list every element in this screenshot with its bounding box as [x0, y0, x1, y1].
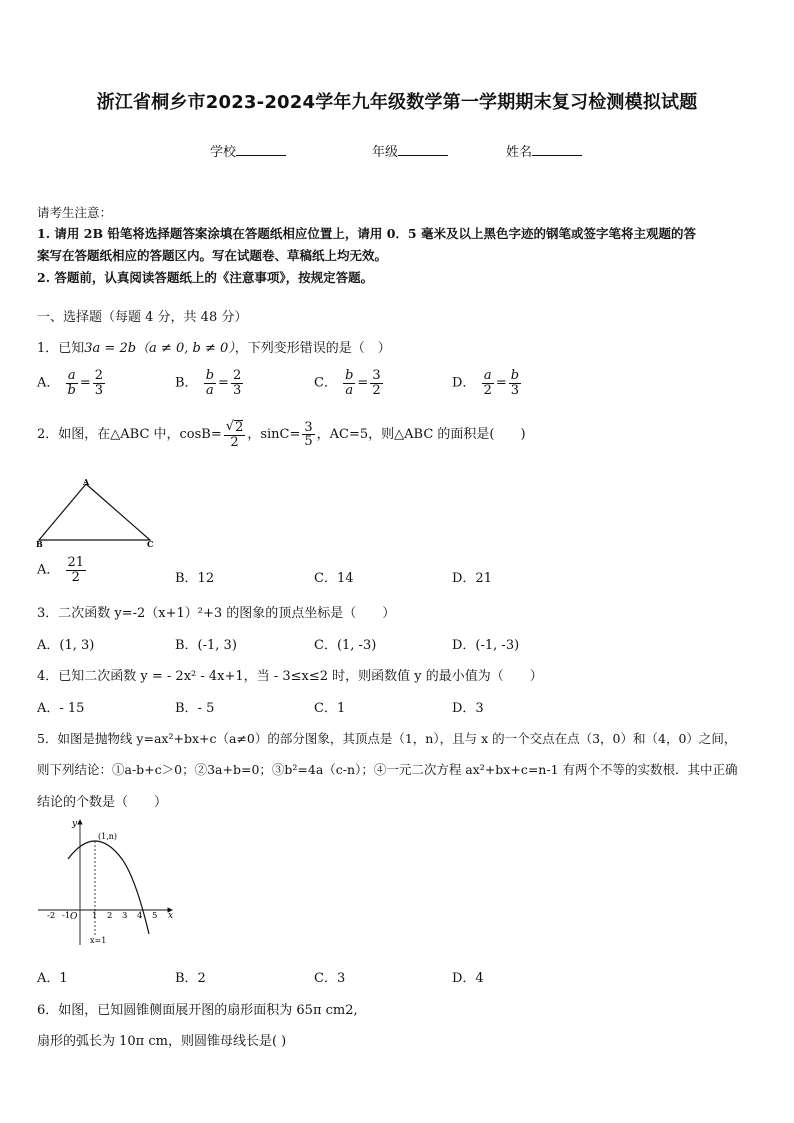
q1-c-lhs-den: a	[345, 382, 354, 398]
q1-c-rhs-den: 2	[372, 382, 381, 398]
grade-field	[372, 141, 448, 160]
q1-d-lhs-num: a	[483, 368, 492, 383]
q2-triangle-figure	[33, 476, 163, 550]
q1-b-lhs-num: b	[205, 368, 215, 383]
q1-a-label: A．	[37, 375, 60, 391]
question-1-stem	[37, 337, 391, 356]
q2-option-a	[37, 556, 88, 584]
q5-option-b: B．2	[175, 971, 206, 986]
q1-b-rhs-num: 2	[232, 368, 242, 383]
question-2-stem: 2．如图，在△ABC 中，cosB= √ 2 2 ，sinC= $\frac{3}{5}$ ，AC=5，则△ABC 的面积是( )	[37, 419, 526, 450]
notice-line-1b: 案写在答题纸相应的答题区内。写在试题卷、草稿纸上均无效。	[37, 248, 388, 263]
q1-c-rhs-num: 3	[372, 368, 381, 383]
q2-a-den: 2	[71, 569, 80, 585]
q2-option-d: D．21	[452, 571, 492, 586]
q2-a-num: 21	[67, 555, 85, 570]
q2-a-label: A．	[37, 562, 60, 578]
q1-option-c: C． $\frac{b}{a}$ = $\frac{3}{2}$	[314, 368, 381, 398]
notice-title: 请考生注意：	[37, 205, 113, 220]
q5-option-d: D．4	[452, 971, 484, 986]
q5-parabola-figure	[32, 815, 182, 950]
q1-d-label: D．	[452, 375, 476, 391]
q1-b-rhs-den: 3	[232, 382, 242, 398]
q5-axis-label: x=1	[90, 936, 107, 945]
q5-x-label: x	[168, 911, 174, 921]
q5-tick-2: -1	[62, 911, 71, 921]
q2-vertex-c: C	[147, 539, 154, 549]
q2-mid: ，sinC=	[247, 427, 301, 443]
q5-tick-5: 3	[122, 911, 128, 921]
q2-vertex-a: A	[83, 477, 90, 487]
q2-vertex-b: B	[36, 539, 43, 549]
q2-sin-den: 5	[304, 434, 313, 450]
q5-tick-4: 2	[107, 911, 113, 921]
q1-b-label: B．	[175, 375, 198, 391]
q3-option-a: A．(1, 3)	[37, 638, 95, 653]
question-5-line-2: 则下列结论：①a-b+c＞0；②3a+b=0；③b²=4a（c-n）；④一元二次方程 ax²+bx+c=n-1 有两个不等的实数根．其中正确	[37, 762, 738, 777]
q3-option-c: C．(1, -3)	[314, 638, 377, 653]
q3-option-d: D．(-1, -3)	[452, 638, 520, 653]
school-label: 学校	[210, 145, 237, 160]
question-5-line-1: 5．如图是抛物线 y=ax²+bx+c（a≠0）的部分图象，其顶点是（1，n），且与 x 的一个交点在点（3，0）和（4，0）之间，	[37, 731, 737, 746]
school-blank	[236, 144, 286, 156]
q4-option-a: A．- 15	[37, 701, 85, 716]
q1-d-rhs-num: b	[510, 368, 520, 383]
name-field	[506, 141, 582, 160]
q2-suffix: ，AC=5，则△ABC 的面积是( )	[316, 427, 526, 443]
q2-cos-den: 2	[230, 434, 239, 450]
section-heading: 一、选择题（每题 4 分，共 48 分）	[37, 310, 248, 325]
grade-label: 年级	[372, 145, 399, 160]
q5-origin-label: O	[70, 912, 78, 922]
q5-tick-6: 4	[137, 911, 143, 921]
q2-cos-num: 2	[235, 420, 244, 435]
question-6-line-1: 6．如图，已知圆锥侧面展开图的扇形面积为 65π cm2,	[37, 1003, 358, 1018]
q1-a-rhs-num: 2	[94, 368, 104, 383]
notice-line-1a: 1. 请用 2B 铅笔将选择题答案涂填在答题纸相应位置上，请用 0．5 毫米及以上黑色字迹的钢笔或签字笔将主观题的答	[37, 226, 696, 241]
q1-option-d: D． $\frac{a}{2}$ = $\frac{b}{3}$	[452, 368, 520, 398]
q1-prefix: 1．已知	[37, 341, 85, 356]
name-label: 姓名	[506, 145, 533, 160]
question-4-stem: 4．已知二次函数 y = - 2x² - 4x+1，当 - 3≤x≤2 时，则函数值 y 的最小值为（ ）	[37, 669, 543, 684]
q1-suffix: ，下列变形错误的是（ ）	[234, 341, 391, 356]
q1-c-label: C．	[314, 375, 337, 391]
q1-c-lhs-num: b	[345, 368, 354, 383]
q2-option-c: C．14	[314, 571, 354, 586]
q3-option-b: B．(-1, 3)	[175, 638, 237, 653]
question-3-stem: 3．二次函数 y=-2（x+1）²+3 的图象的顶点坐标是（ ）	[37, 606, 396, 621]
school-field	[210, 141, 286, 160]
q2-triangle	[39, 484, 150, 540]
q2-prefix: 2．如图，在△ABC 中，cosB=	[37, 427, 222, 443]
page-title: 浙江省桐乡市2023-2024学年九年级数学第一学期期末复习检测模拟试题	[96, 92, 698, 113]
q4-option-c: C．1	[314, 701, 346, 716]
q5-tick-1: -2	[47, 911, 56, 921]
name-blank	[532, 144, 582, 156]
q5-option-c: C．3	[314, 971, 346, 986]
q1-option-a: A． $\frac{a}{b}$ = $\frac{2}{3}$	[37, 368, 104, 398]
q5-vertex-label: (1,n)	[98, 832, 118, 841]
q1-a-lhs-den: b	[67, 382, 76, 398]
grade-blank	[398, 144, 448, 156]
notice-line-2: 2. 答题前，认真阅读答题纸上的《注意事项》，按规定答题。	[37, 270, 374, 285]
q5-option-a: A．1	[37, 971, 68, 986]
q1-d-rhs-den: 3	[510, 382, 520, 398]
q4-option-d: D．3	[452, 701, 484, 716]
q4-option-b: B．- 5	[175, 701, 215, 716]
q5-tick-3: 1	[92, 911, 98, 921]
q1-d-lhs-den: 2	[483, 382, 492, 398]
q5-y-label: y	[72, 819, 78, 829]
q1-condition: 3a = 2b（a ≠ 0, b ≠ 0）	[84, 341, 235, 356]
q2-option-b: B．12	[175, 571, 215, 586]
q1-a-lhs-num: a	[67, 368, 76, 383]
q1-b-lhs-den: a	[205, 382, 214, 398]
question-6-line-2: 扇形的弧长为 10π cm，则圆锥母线长是( )	[37, 1034, 287, 1049]
q2-sin-num: 3	[304, 419, 313, 435]
q1-option-b: B． $\frac{b}{a}$ = $\frac{2}{3}$	[175, 368, 242, 398]
q5-tick-labels	[47, 911, 157, 921]
q1-a-rhs-den: 3	[94, 382, 104, 398]
q5-tick-7: 5	[152, 911, 158, 921]
question-5-line-3: 结论的个数是（ ）	[37, 795, 168, 810]
